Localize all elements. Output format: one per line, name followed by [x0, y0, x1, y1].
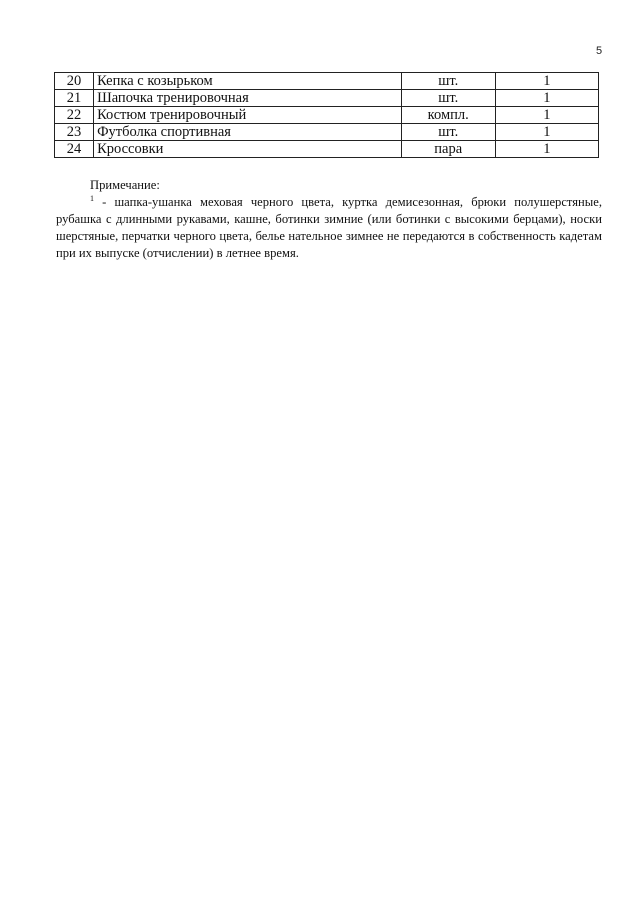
item-name: Футболка спортивная: [94, 124, 402, 141]
note-body: [56, 194, 602, 262]
note-heading: Примечание:: [90, 178, 160, 192]
item-quantity: 1: [495, 107, 598, 124]
item-quantity: 1: [495, 90, 598, 107]
note-section: [56, 177, 602, 262]
item-name: Кепка с козырьком: [94, 73, 402, 90]
page-number: 5: [596, 45, 603, 57]
footnote-mark: 1: [90, 193, 94, 203]
item-name: Костюм тренировочный: [94, 107, 402, 124]
item-unit: шт.: [401, 73, 495, 90]
item-unit: компл.: [401, 107, 495, 124]
item-unit: шт.: [401, 124, 495, 141]
note-text: - шапка-ушанка меховая черного цвета, куртка демисезонная, брюки полушерстяные, рубашка с длинными рукавами, кашне, ботинки зимние (или ботинки с высокими берцами), носки шерстяные, перчатки черного цвета, белье нательное зимнее не передаются в собственность кадетам при их выпуске (отчислении) в летнее время.: [56, 195, 602, 260]
row-number: 21: [55, 90, 94, 107]
table-row: [55, 107, 599, 124]
item-quantity: 1: [495, 124, 598, 141]
item-name: Шапочка тренировочная: [94, 90, 402, 107]
items-table: [54, 72, 599, 158]
item-unit: пара: [401, 141, 495, 158]
row-number: 23: [55, 124, 94, 141]
item-quantity: 1: [495, 141, 598, 158]
row-number: 24: [55, 141, 94, 158]
item-unit: шт.: [401, 90, 495, 107]
item-name: Кроссовки: [94, 141, 402, 158]
table-row: [55, 124, 599, 141]
table-row: [55, 90, 599, 107]
row-number: 20: [55, 73, 94, 90]
item-quantity: 1: [495, 73, 598, 90]
row-number: 22: [55, 107, 94, 124]
table-row: [55, 73, 599, 90]
table-row: [55, 141, 599, 158]
